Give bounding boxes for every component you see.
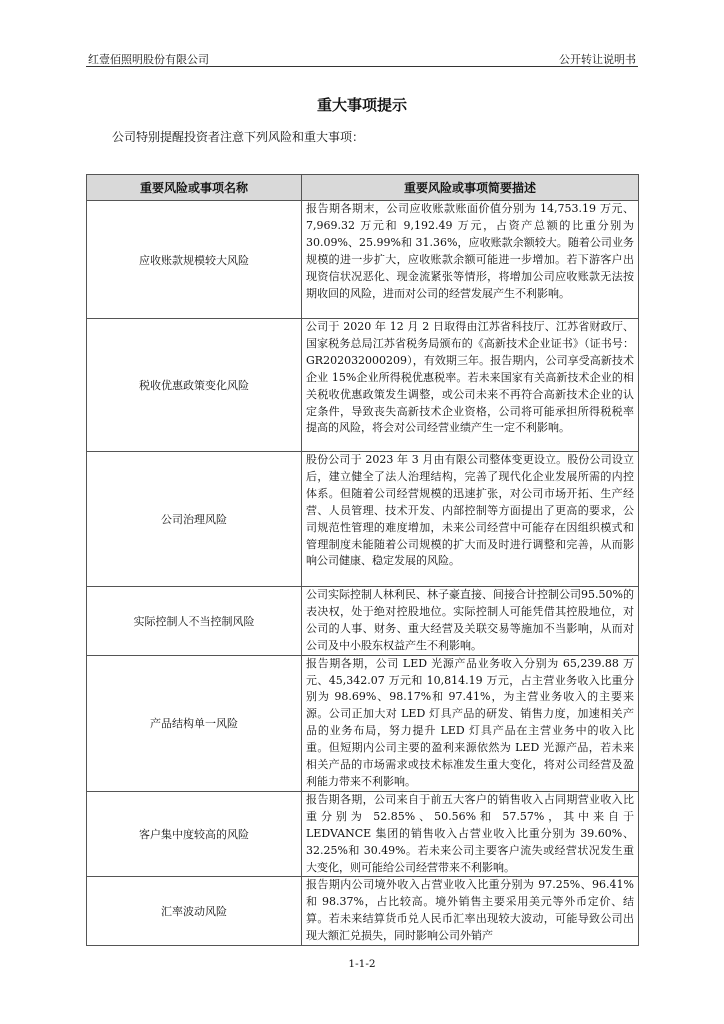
risk-name: 公司治理风险: [87, 452, 302, 587]
header-rule: [86, 66, 638, 67]
risk-desc: 报告期各期末，公司应收账款账面价值分别为 14,753.19 万元、7,969.32 万元和 9,192.49 万元，占资产总额的比重分别为 30.09%、25.99%和 31.36%，应收账款余额较大。随着公司业务规模的进一步扩大，应收账款余额可能进一步增加。若下游客户出现资信状况恶化、现金流紧张等情形，将增加公司应收账款无法按期收回的风险，进而对公司的经营发展产生不利影响。: [302, 201, 639, 319]
table-header-row: [87, 175, 639, 201]
header-risk-desc: 重要风险或事项简要描述: [302, 175, 639, 201]
intro-text: 公司特别提醒投资者注意下列风险和重大事项：: [112, 130, 365, 144]
table-row: [87, 791, 639, 877]
risk-name: 实际控制人不当控制风险: [87, 587, 302, 656]
header-risk-name: 重要风险或事项名称: [87, 175, 302, 201]
table-row: [87, 587, 639, 656]
page-number: 1-1-2: [348, 958, 376, 970]
header-doc-type: 公开转让说明书: [559, 53, 636, 66]
risk-name: 产品结构单一风险: [87, 655, 302, 791]
risk-name: 应收账款规模较大风险: [87, 201, 302, 319]
risk-desc: 股份公司于 2023 年 3 月由有限公司整体变更设立。股份公司设立后，建立健全了法人治理结构，完善了现代化企业发展所需的内控体系。但随着公司经营规模的迅速扩张，对公司市场开拓、生产经营、人员管理、技术开发、内部控制等方面提出了更高的要求，公司规范性管理的难度增加，未来公司经营中可能存在因组织模式和管理制度未能随着公司规模的扩大而及时进行调整和完善，从而影响公司健康、稳定发展的风险。: [302, 452, 639, 587]
risk-desc: 报告期各期，公司来自于前五大客户的销售收入占同期营业收入比重分别为 52.85%、50.56%和 57.57%，其中来自于 LEDVANCE 集团的销售收入占营业收入比重分别为 39.60%、32.25%和 30.49%。若未来公司主要客户流失或经营状况发生重大变化，则可能给公司经营带来不利影响。: [302, 791, 639, 877]
header-company: 红壹佰照明股份有限公司: [88, 53, 209, 66]
table-row: [87, 201, 639, 319]
risk-table: [86, 174, 639, 946]
table-row: [87, 877, 639, 946]
table-row: [87, 452, 639, 587]
risk-name: 汇率波动风险: [87, 877, 302, 946]
risk-desc: 公司实际控制人林利民、林子豪直接、间接合计控制公司95.50%的表决权，处于绝对控股地位。实际控制人可能凭借其控股地位，对公司的人事、财务、重大经营及关联交易等施加不当影响，从而对公司及中小股东权益产生不利影响。: [302, 587, 639, 656]
risk-desc: 公司于 2020 年 12 月 2 日取得由江苏省科技厅、江苏省财政厅、国家税务总局江苏省税务局颁布的《高新技术企业证书》（证书号：GR202032000209），有效期三年。报告期内，公司享受高新技术企业 15%企业所得税优惠税率。若未来国家有关高新技术企业的相关税收优惠政策发生调整，或公司未来不再符合高新技术企业的认定条件，导致丧失高新技术企业资格，公司将可能承担所得税税率提高的风险，将会对公司经营业绩产生一定不利影响。: [302, 319, 639, 452]
risk-name: 客户集中度较高的风险: [87, 791, 302, 877]
table-row: [87, 655, 639, 791]
page-title: 重大事项提示: [316, 96, 407, 114]
table-row: [87, 319, 639, 452]
risk-name: 税收优惠政策变化风险: [87, 319, 302, 452]
risk-desc: 报告期内公司境外收入占营业收入比重分别为 97.25%、96.41%和 98.37%，占比较高。境外销售主要采用美元等外币定价、结算。若未来结算货币兑人民币汇率出现较大波动，可能导致公司出现大额汇兑损失，同时影响公司外销产: [302, 877, 639, 946]
risk-desc: 报告期各期，公司 LED 光源产品业务收入分别为 65,239.88 万元、45,342.07 万元和 10,814.19 万元，占主营业务收入比重分别为 98.69%、98.17%和 97.41%，为主营业务收入的主要来源。公司正加大对 LED 灯具产品的研发、销售力度，加速相关产品的业务布局，努力提升 LED 灯具产品在主营业务中的收入比重。但短期内公司主要的盈利来源依然为 LED 光源产品，若未来相关产品的市场需求或技术标准发生重大变化，将对公司经营及盈利能力带来不利影响。: [302, 655, 639, 791]
